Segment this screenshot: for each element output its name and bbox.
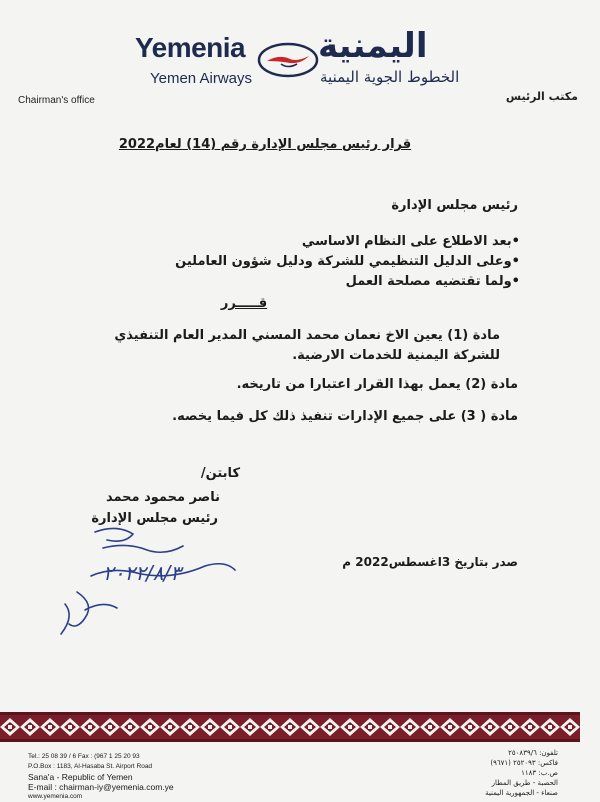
article-2: مادة (2) يعمل بهذا القرار اعتبارا من تاريخه.	[236, 377, 518, 392]
footer-ar-city: صنعاء - الجمهورية اليمنية	[485, 789, 558, 797]
preamble-item: •بعد الاطلاع على النظام الاساسي	[301, 234, 520, 249]
preamble-item: •وعلى الدليل التنظيمي للشركة ودليل شؤون العاملين	[175, 254, 520, 269]
article-3: مادة ( 3) على جميع الإدارات تنفيذ ذلك كل فيما يخصه.	[172, 409, 518, 424]
decorative-band	[0, 712, 580, 742]
article-1: مادة (1) يعين الاخ نعمان محمد المسني المدير العام التنفيذي للشركة اليمنية للخدمات الارضية.	[114, 328, 500, 363]
brand-subtitle-en: Yemen Airways	[150, 70, 252, 87]
brand-name-ar: اليمنية	[318, 26, 428, 66]
footer-ar-tel: تلفون: ٢٥٠٨٣٩/٦	[508, 749, 558, 757]
decides-heading: قـــــرر	[220, 296, 268, 311]
office-label-ar: مكتب الرئيس	[505, 90, 578, 103]
footer-contact-ar	[485, 748, 558, 798]
office-label-en: Chairman's office	[18, 95, 95, 106]
bird-emblem-icon	[257, 42, 319, 78]
decision-title: قرار رئيس مجلس الإدارة رقم (14) لعام2022	[118, 137, 412, 152]
footer-ar-street: الحصبة - طريق المطار	[491, 779, 558, 787]
signatory-rank: كابتن/	[200, 466, 240, 481]
chairman-heading: رئيس مجلس الإدارة	[391, 198, 518, 213]
footer-tel: Tel.: 25 08 39 / 6 Fax : (967 1 25 20 93	[28, 753, 140, 760]
footer-web: www.yemenia.com	[28, 793, 83, 800]
signatory-name: ناصر محمود محمد	[105, 490, 220, 505]
footer-ar-fax: فاكس: ٢٥٢٠٩٣ (٩٦٧١)	[490, 759, 558, 767]
preamble-item: •ولما تقتضيه مصلحة العمل	[345, 274, 520, 289]
footer-ar-po-box: ص.ب: ١١٨٣	[521, 769, 558, 777]
footer-contact-en	[28, 752, 174, 802]
footer-city: Sana'a - Republic of Yemen	[28, 772, 133, 782]
brand-name-en: Yemenia	[135, 32, 246, 63]
footer-email: E-mail : chairman-iy@yemenia.com.ye	[28, 782, 174, 792]
issue-date: صدر بتاريخ 3اغسطس2022 م	[342, 555, 518, 569]
handwritten-signature	[55, 520, 245, 640]
handwritten-date: ٢٠٢٢/٨/٣	[103, 561, 181, 585]
signatory-title: رئيس مجلس الإدارة	[91, 511, 218, 526]
footer-po-box: P.O.Box : 1183, Al-Hasaba St. Airport Road	[28, 763, 153, 770]
brand-subtitle-ar: الخطوط الجوية اليمنية	[320, 68, 460, 86]
